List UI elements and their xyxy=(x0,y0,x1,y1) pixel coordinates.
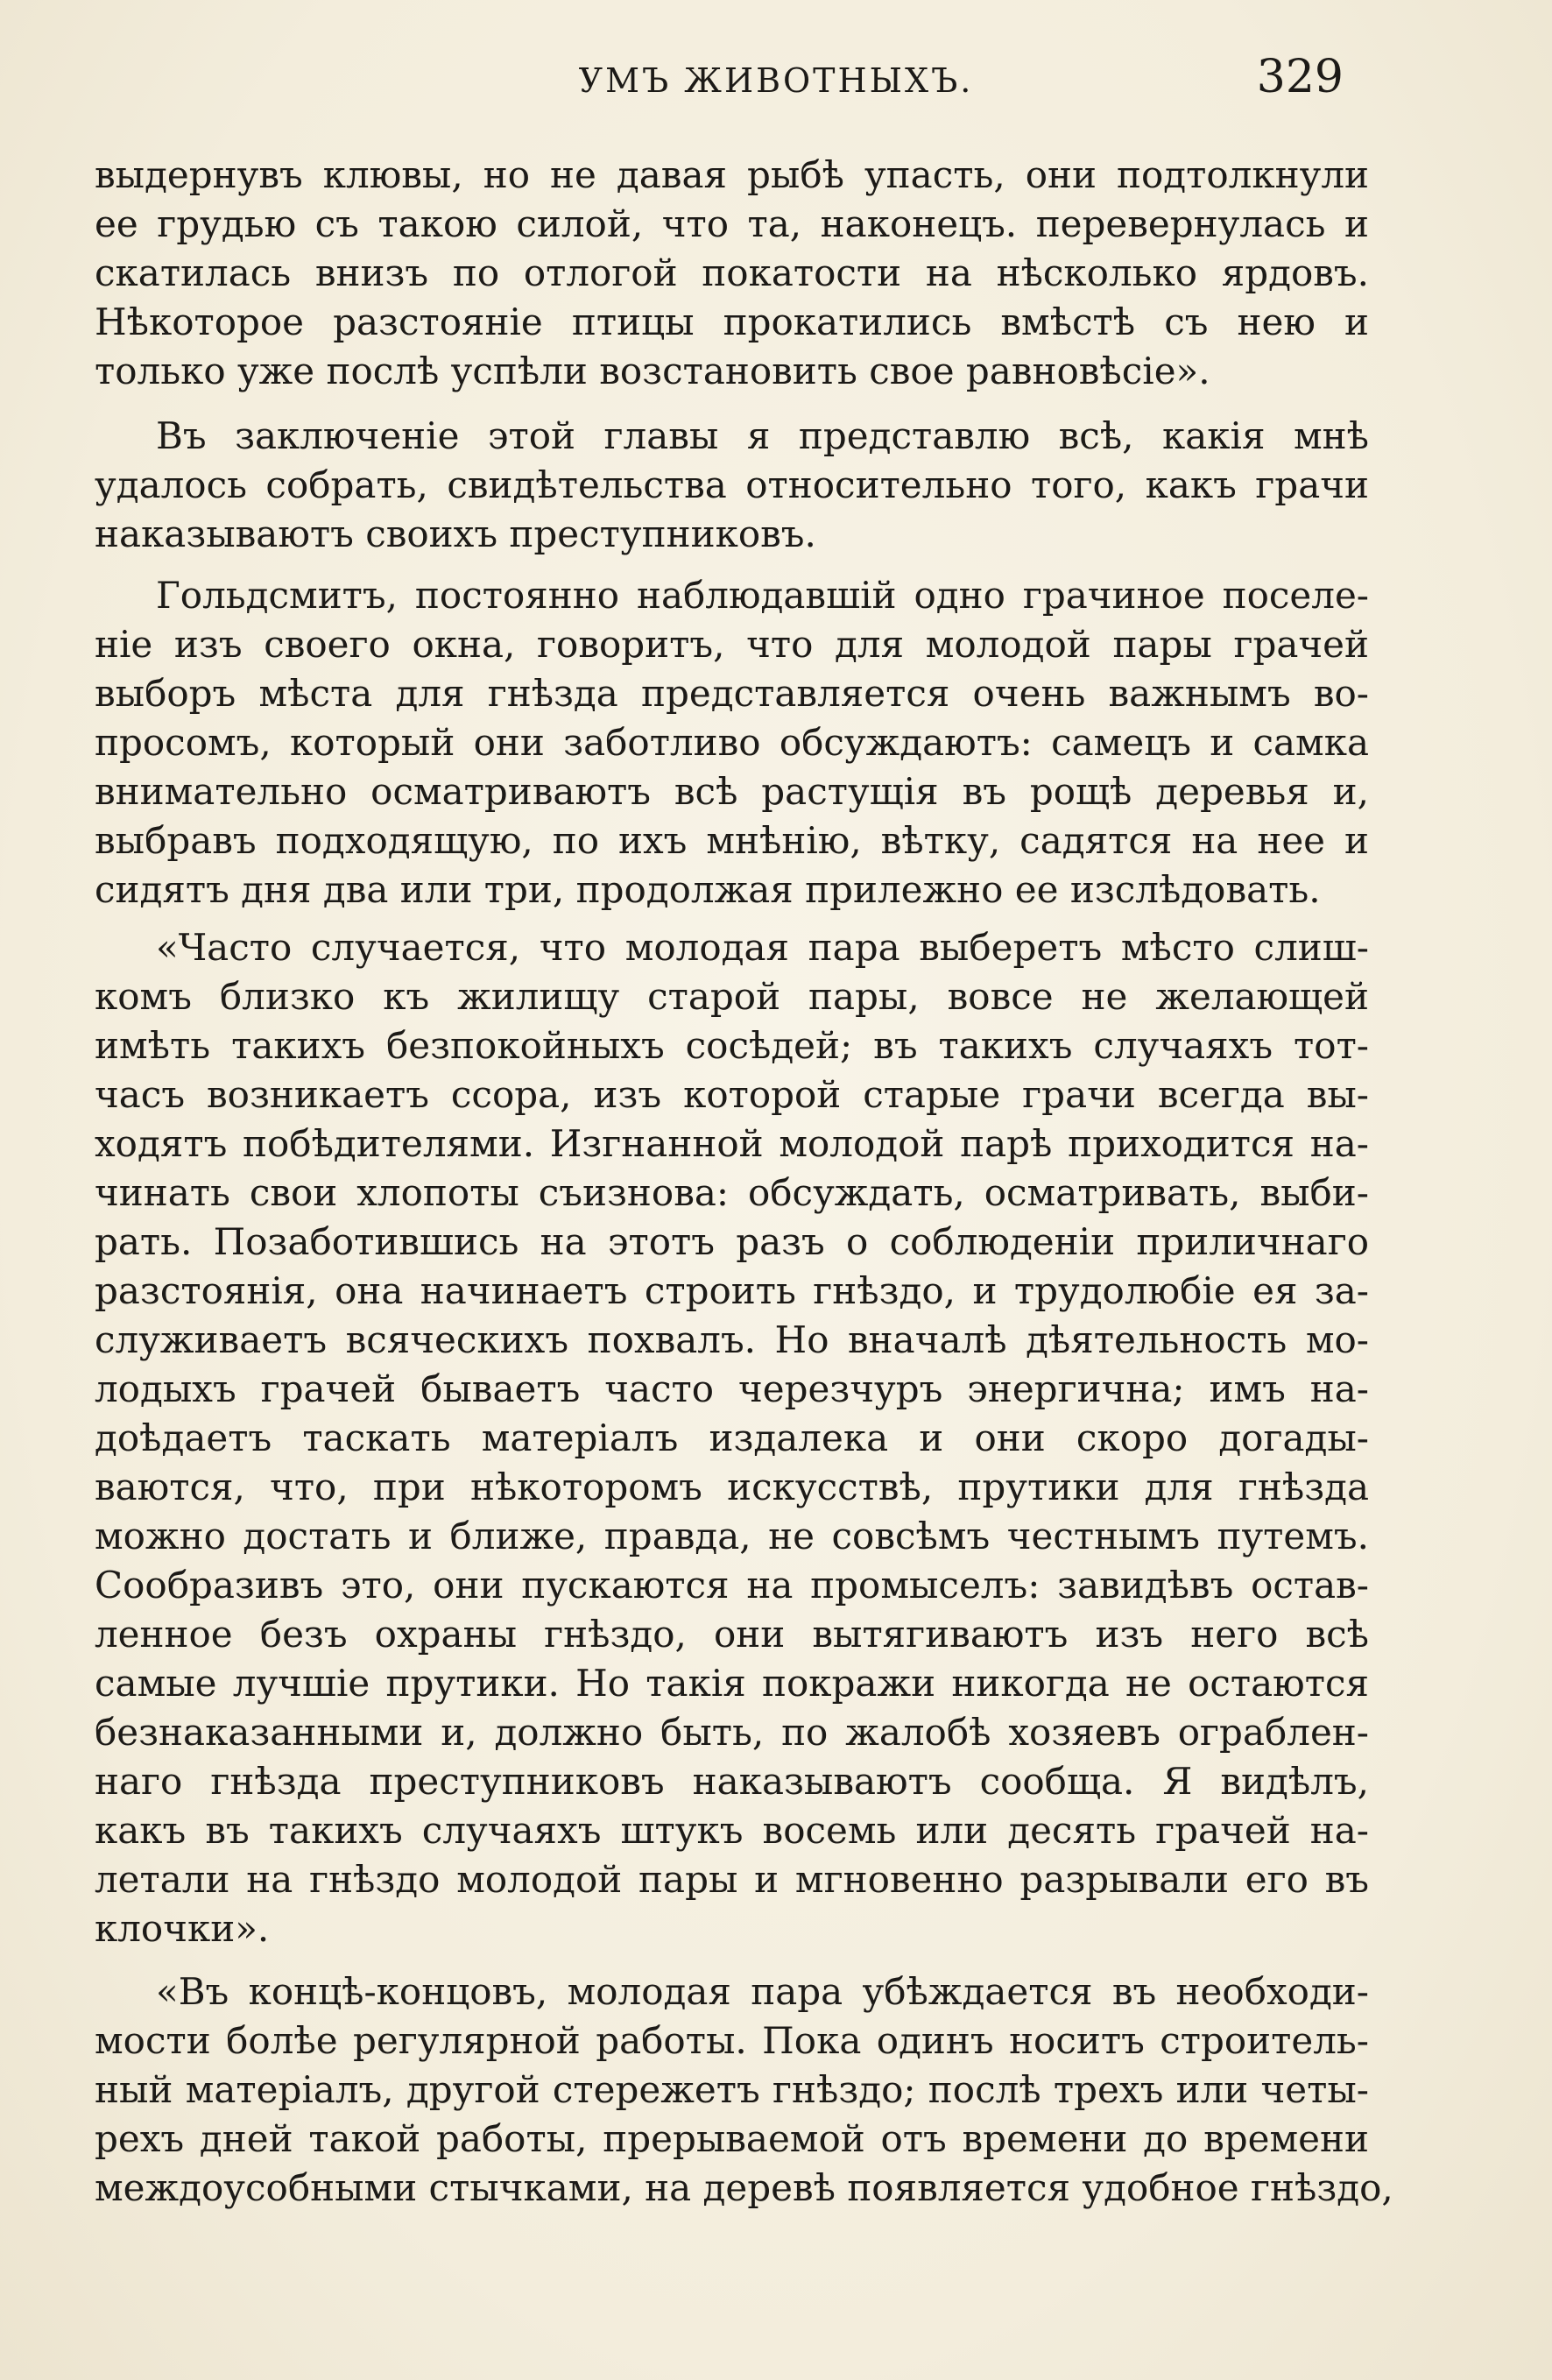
text-line: ее грудью съ такою силой, что та, наконецъ. перевернулась и xyxy=(95,202,1369,245)
text-line: Въ заключеніе этой главы я представлю всѣ, какія мнѣ xyxy=(156,414,1369,457)
text-line: наго гнѣзда преступниковъ наказываютъ сообща. Я видѣлъ, xyxy=(95,1760,1369,1803)
text-line: какъ въ такихъ случаяхъ штукъ восемь или десять грачей на- xyxy=(95,1809,1369,1852)
text-line: только уже послѣ успѣли возстановить свое равновѣсіе». xyxy=(95,350,1210,392)
text-line: комъ близко къ жилищу старой пары, вовсе не желающей xyxy=(95,975,1369,1018)
text-line: разстоянія, она начинаетъ строить гнѣздо, и трудолюбіе ея за- xyxy=(95,1269,1369,1312)
text-line: внимательно осматриваютъ всѣ растущія въ рощѣ деревья и, xyxy=(95,770,1369,813)
page-number: 329 xyxy=(1256,51,1344,103)
text-line: Гольдсмитъ, постоянно наблюдавшій одно грачиное поселе- xyxy=(156,574,1369,617)
text-line: часъ возникаетъ ссора, изъ которой старые грачи всегда вы- xyxy=(95,1073,1369,1116)
text-line: летали на гнѣздо молодой пары и мгновенно разрывали его въ xyxy=(95,1858,1369,1901)
text-line: выбравъ подходящую, по ихъ мнѣнію, вѣтку, садятся на нее и xyxy=(95,819,1369,862)
text-line: доѣдаетъ таскать матеріалъ издалека и они скоро догады- xyxy=(95,1416,1369,1459)
text-line: выдернувъ клювы, но не давая рыбѣ упасть, они подтолкнули xyxy=(95,153,1369,196)
paragraph xyxy=(95,571,1369,915)
text-line: междоусобными стычками, на деревѣ появляется удобное гнѣздо, xyxy=(95,2166,1393,2209)
text-line: Сообразивъ это, они пускаются на промыселъ: завидѣвъ остав- xyxy=(95,1564,1369,1607)
text-line: «Часто случается, что молодая пара выберетъ мѣсто слиш- xyxy=(156,926,1369,969)
paragraph xyxy=(95,1967,1393,2213)
paragraph xyxy=(95,151,1369,396)
text-line: ніе изъ своего окна, говоритъ, что для молодой пары грачей xyxy=(95,623,1369,666)
text-line: клочки». xyxy=(95,1907,270,1950)
text-line: удалось собрать, свидѣтельства относительно того, какъ грачи xyxy=(95,463,1369,506)
running-title: УМЪ ЖИВОТНЫХЪ. xyxy=(578,61,974,100)
text-line: просомъ, который они заботливо обсуждаютъ: самецъ и самка xyxy=(95,721,1369,764)
text-line: чинать свои хлопоты съизнова: обсуждать, осматривать, выби- xyxy=(95,1171,1369,1214)
text-line: лодыхъ грачей бываетъ часто черезчуръ энергична; имъ на- xyxy=(95,1367,1369,1410)
text-line: Нѣкоторое разстояніе птицы прокатились вмѣстѣ съ нею и xyxy=(95,300,1369,343)
text-line: рехъ дней такой работы, прерываемой отъ времени до времени xyxy=(95,2117,1369,2160)
text-line: ваются, что, при нѣкоторомъ искусствѣ, прутики для гнѣзда xyxy=(95,1465,1369,1508)
text-line: мости болѣе регулярной работы. Пока одинъ носитъ строитель- xyxy=(95,2019,1369,2062)
text-line: ный матеріалъ, другой стережетъ гнѣздо; послѣ трехъ или четы- xyxy=(95,2068,1369,2111)
text-line: служиваетъ всяческихъ похвалъ. Но вначалѣ дѣятельность мо- xyxy=(95,1318,1369,1361)
text-line: «Въ концѣ-концовъ, молодая пара убѣждается въ необходи- xyxy=(156,1970,1369,2013)
text-line: можно достать и ближе, правда, не совсѣмъ честнымъ путемъ. xyxy=(95,1515,1369,1557)
text-line: рать. Позаботившись на этотъ разъ о соблюденіи приличнаго xyxy=(95,1220,1369,1263)
text-line: ленное безъ охраны гнѣздо, они вытягиваютъ изъ него всѣ xyxy=(95,1613,1369,1656)
text-line: сидятъ дня два или три, продолжая прилежно ее изслѣдовать. xyxy=(95,868,1321,911)
text-line: скатилась внизъ по отлогой покатости на нѣсколько ярдовъ. xyxy=(95,251,1369,294)
paragraph xyxy=(95,412,1369,559)
paragraph xyxy=(95,923,1369,1953)
text-line: ходятъ побѣдителями. Изгнанной молодой парѣ приходится на- xyxy=(95,1122,1369,1165)
text-line: выборъ мѣста для гнѣзда представляется очень важнымъ во- xyxy=(95,672,1369,715)
text-line: безнаказанными и, должно быть, по жалобѣ хозяевъ ограблен- xyxy=(95,1711,1369,1754)
text-line: самые лучшіе прутики. Но такія покражи никогда не остаются xyxy=(95,1662,1369,1705)
text-line: имѣть такихъ безпокойныхъ сосѣдей; въ такихъ случаяхъ тот- xyxy=(95,1024,1369,1067)
body-text xyxy=(95,151,1393,2213)
text-line: наказываютъ своихъ преступниковъ. xyxy=(95,512,816,555)
